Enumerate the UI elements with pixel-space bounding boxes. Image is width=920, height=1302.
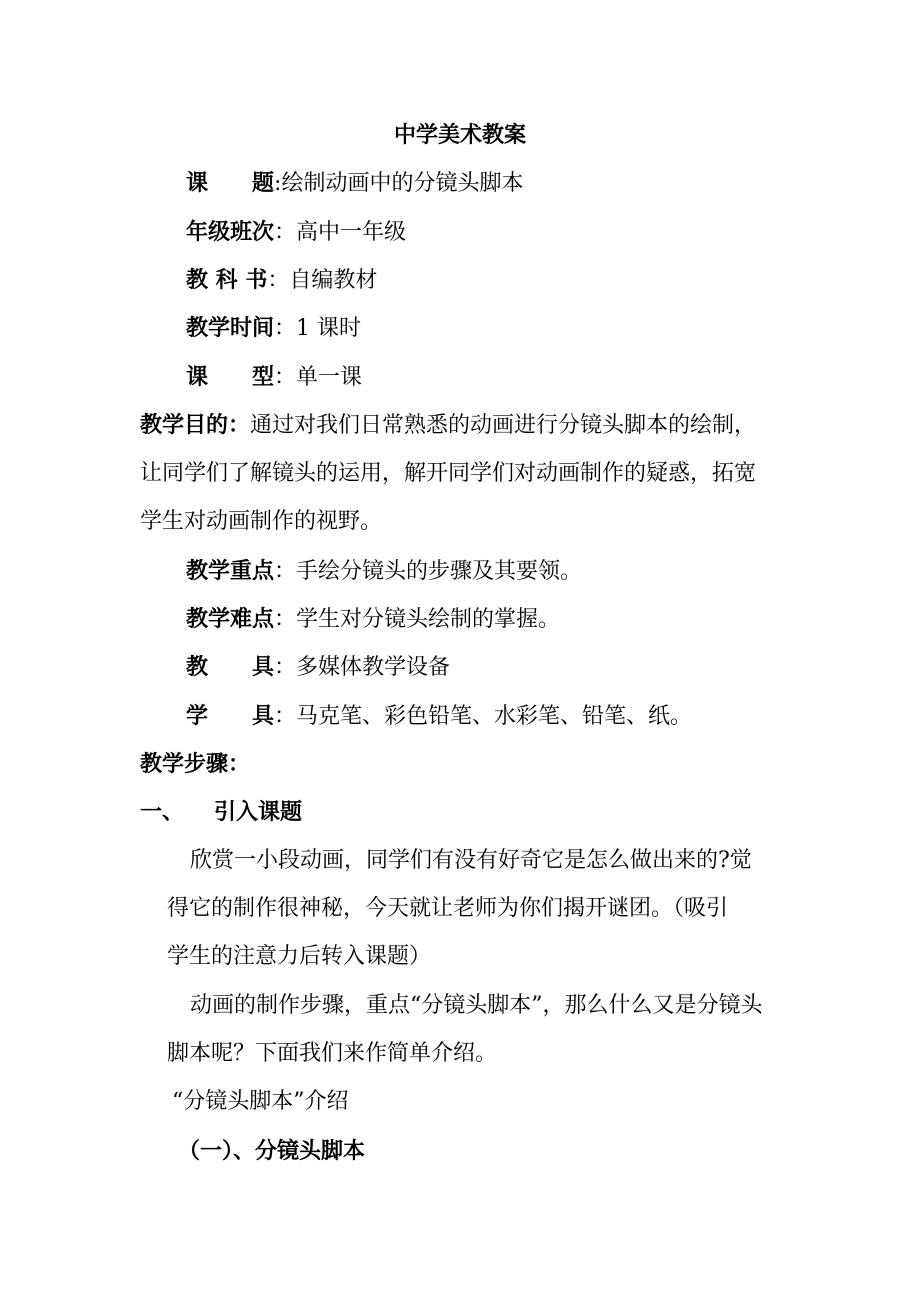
field-time (186, 313, 361, 344)
field-textbook-sep: ： (267, 268, 290, 293)
document-title: 中学美术教案 (393, 122, 526, 148)
field-time-sep: ： (274, 316, 297, 341)
field-type-sep: ： (274, 365, 297, 390)
field-topic (186, 168, 523, 199)
intro-line: “分镜头脚本”介绍 (172, 1089, 349, 1114)
objective-line-1 (140, 410, 756, 441)
paragraph-1-line-1: 欣赏一小段动画，同学们有没有好奇它是怎么做出来的?觉 (190, 848, 752, 873)
field-grade-sep: ： (274, 220, 297, 245)
teaching-tools-label: 教 具 (186, 654, 275, 680)
key-point (186, 556, 582, 587)
paragraph-2-line-1: 动画的制作步骤，重点“分镜头脚本”，那么什么又是分镜头 (190, 993, 763, 1018)
student-tools-value: 马克笔、彩色铅笔、水彩笔、铅笔、纸。 (296, 704, 693, 729)
teaching-tools-value: 多媒体教学设备 (296, 655, 451, 680)
field-textbook-value: 自编教材 (289, 268, 378, 293)
field-topic-sep: : (274, 171, 282, 196)
field-time-label: 教学时间 (186, 315, 275, 341)
student-tools-sep: ： (274, 704, 297, 729)
field-type (186, 362, 362, 393)
field-topic-value: 绘制动画中的分镜头脚本 (281, 171, 524, 196)
field-type-value: 单一课 (296, 365, 363, 390)
student-tools-label: 学 具 (186, 703, 275, 729)
objective-line-2: 让同学们了解镜头的运用，解开同学们对动画制作的疑惑，拓宽 (140, 461, 757, 486)
key-point-value: 手绘分镜头的步骤及其要领。 (296, 559, 583, 584)
field-textbook (186, 265, 377, 296)
section-title: 引入课题 (214, 799, 303, 825)
paragraph-1-line-2: 得它的制作很神秘，今天就让老师为你们揭开谜团。（吸引 (167, 896, 729, 921)
paragraph-1-line-3: 学生的注意力后转入课题） (167, 944, 432, 969)
objective-label: 教学目的： (140, 412, 251, 438)
steps-heading: 教学步骤： (140, 751, 251, 777)
difficulty-label: 教学难点 (186, 606, 275, 632)
field-grade (186, 217, 406, 248)
field-textbook-label: 教 科 书 (186, 267, 268, 293)
field-topic-label: 课 题 (186, 170, 275, 196)
difficulty-value: 学生对分镜头绘制的掌握。 (296, 607, 561, 632)
difficulty (186, 604, 560, 635)
student-tools (186, 701, 692, 732)
field-grade-label: 年级班次 (186, 219, 275, 245)
objective-text-1: 通过对我们日常熟悉的动画进行分镜头脚本的绘制， (250, 413, 757, 438)
field-grade-value: 高中一年级 (296, 220, 407, 245)
teaching-tools-sep: ： (274, 655, 297, 680)
key-point-label: 教学重点 (186, 558, 275, 584)
teaching-tools (186, 652, 450, 683)
paragraph-2-line-2: 脚本呢？下面我们来作简单介绍。 (167, 1041, 498, 1066)
objective-line-3: 学生对动画制作的视野。 (140, 509, 383, 534)
key-point-sep: ： (274, 559, 297, 584)
section-heading-1 (140, 797, 302, 827)
subsection-heading: （一）、分镜头脚本 (178, 1138, 366, 1164)
field-time-value: 1 课时 (296, 316, 362, 341)
difficulty-sep: ： (274, 607, 297, 632)
field-type-label: 课 型 (186, 364, 275, 390)
section-number: 一、 (140, 799, 185, 825)
